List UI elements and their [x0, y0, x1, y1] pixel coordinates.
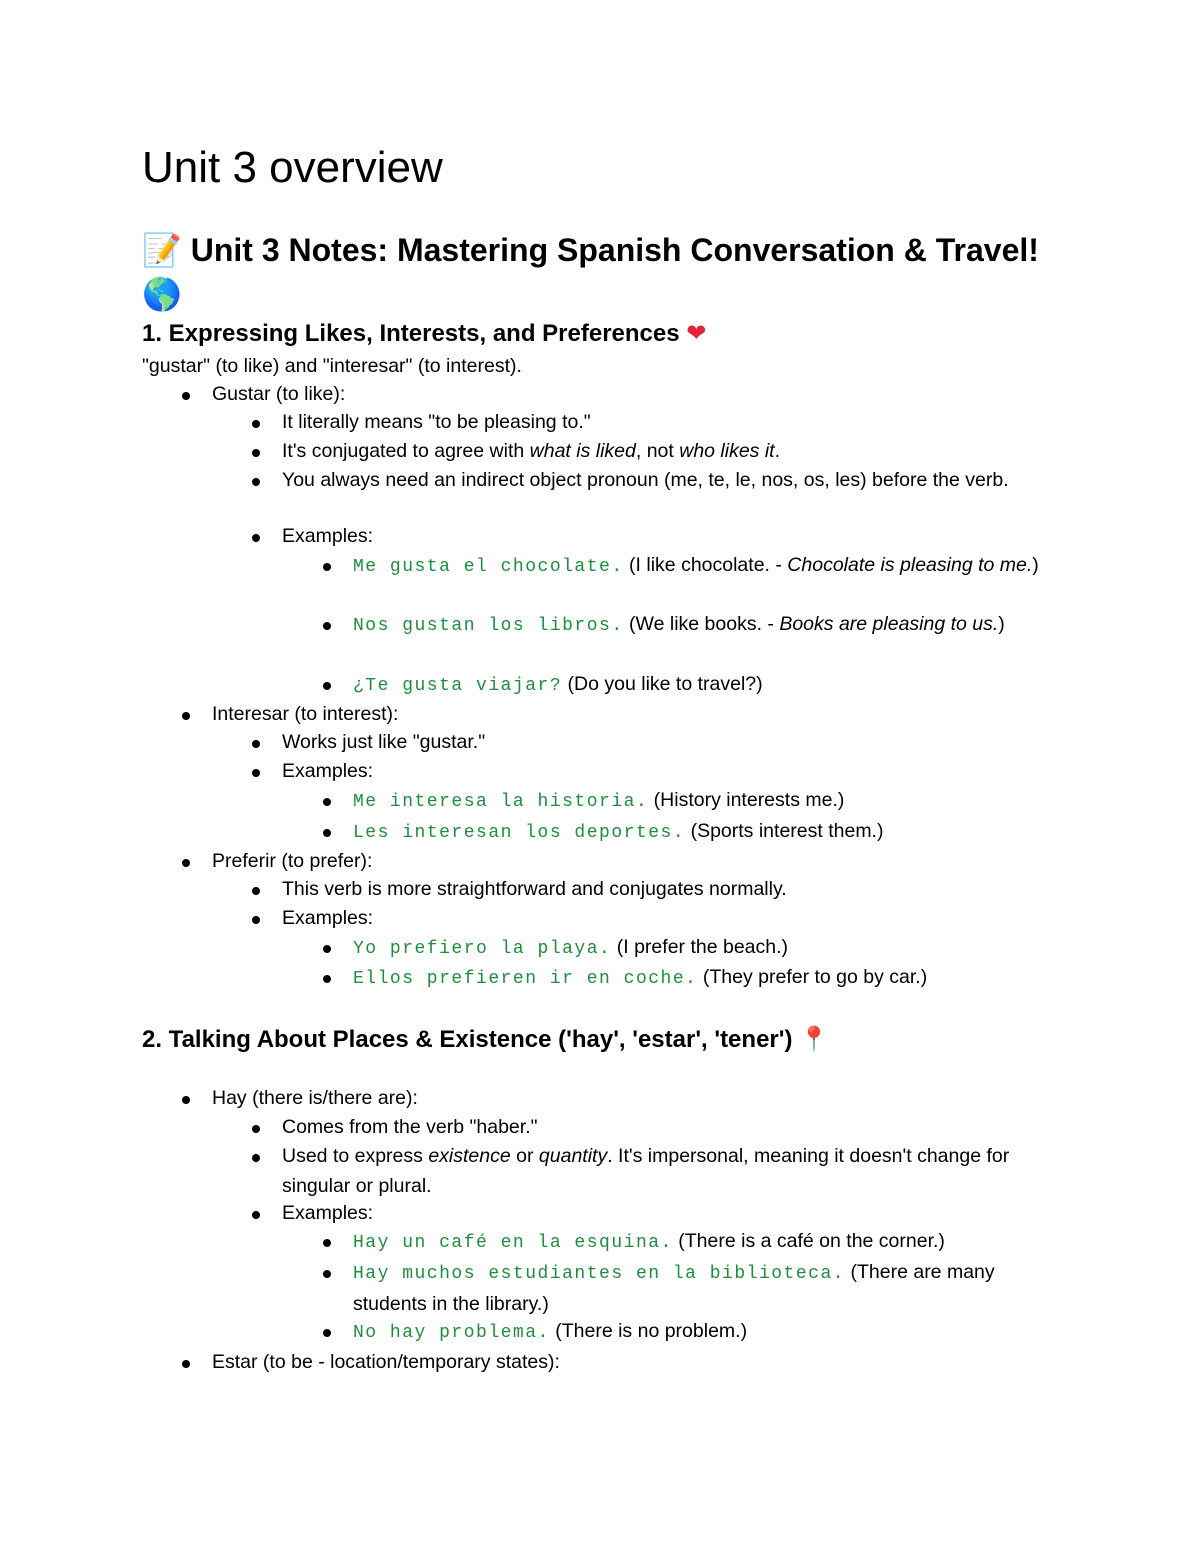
text-run: (Sports interest them.)	[685, 820, 884, 842]
spanish-example: Nos gustan los libros.	[353, 616, 624, 636]
text-run: It's conjugated to agree with	[282, 440, 530, 462]
list-item-hay: Hay (there is/there are):	[212, 1084, 1062, 1114]
list-item: You always need an indirect object pronoun (me, te, le, nos, os, les) before the verb.	[282, 466, 1062, 496]
section1-heading	[142, 317, 706, 350]
text-run: (History interests me.)	[648, 789, 845, 811]
list-item-examples: Examples:	[282, 1199, 1062, 1229]
list-item-examples: Examples:	[282, 904, 1062, 934]
spanish-example: Ellos prefieren ir en coche.	[353, 969, 698, 989]
emphasis: Books are pleasing to us.	[779, 613, 999, 635]
text-run: )	[998, 613, 1005, 635]
emphasis: quantity	[538, 1145, 608, 1167]
text-run: )	[1032, 554, 1039, 576]
text-run: , not	[635, 440, 680, 462]
memo-icon: 📝	[142, 231, 182, 269]
emphasis: what is liked	[529, 440, 636, 462]
text-run: or	[510, 1145, 539, 1167]
list-item: This verb is more straightforward and conjugates normally.	[282, 875, 1062, 905]
list-item-gustar: Gustar (to like):	[212, 380, 1062, 410]
example-item	[353, 786, 1063, 818]
example-item	[353, 817, 1063, 849]
section1-intro: "gustar" (to like) and "interesar" (to interest).	[142, 355, 522, 377]
example-item	[353, 963, 1063, 995]
list-item: Comes from the verb "haber."	[282, 1113, 1062, 1143]
text-run: (I like chocolate. -	[623, 554, 788, 576]
text-run: (They prefer to go by car.)	[697, 966, 928, 988]
document-title: Unit 3 overview	[142, 143, 443, 192]
emphasis: Chocolate is pleasing to me.	[787, 554, 1033, 576]
list-item	[282, 1142, 1062, 1201]
spanish-example: Hay muchos estudiantes en la biblioteca.	[353, 1264, 846, 1284]
section2-heading	[142, 1023, 829, 1056]
spanish-example: Hay un café en la esquina.	[353, 1233, 673, 1253]
spanish-example: Me gusta el chocolate.	[353, 557, 624, 577]
example-item	[353, 1317, 1063, 1349]
example-item	[353, 610, 1063, 642]
emphasis: existence	[428, 1145, 511, 1167]
list-item: Works just like "gustar."	[282, 728, 1062, 758]
text-run: . It's impersonal, meaning it doesn't change for singular or plural.	[282, 1145, 1010, 1197]
text-run: (We like books. -	[623, 613, 780, 635]
spanish-example: Me interesa la historia.	[353, 792, 649, 812]
example-item	[353, 1227, 1063, 1259]
emphasis: who likes it	[679, 440, 775, 462]
heart-icon: ❤	[686, 319, 707, 347]
section1-heading-text: 1. Expressing Likes, Interests, and Preferences	[142, 320, 680, 347]
example-item	[353, 551, 1063, 583]
list-item-examples: Examples:	[282, 757, 1062, 787]
text-run: (There are many students in the library.)	[353, 1261, 995, 1315]
spanish-example: ¿Te gusta viajar?	[353, 676, 563, 696]
notes-heading-text: Unit 3 Notes: Mastering Spanish Conversation & Travel!	[190, 232, 1039, 268]
text-run: (There is no problem.)	[549, 1320, 748, 1342]
text-run: (There is a café on the corner.)	[672, 1230, 945, 1252]
list-item-preferir: Preferir (to prefer):	[212, 847, 1062, 877]
spanish-example: Yo prefiero la playa.	[353, 939, 612, 959]
globe-icon: 🌎	[142, 275, 182, 313]
pin-icon: 📍	[799, 1025, 830, 1053]
example-item	[353, 670, 1063, 702]
list-item-examples: Examples:	[282, 522, 1062, 552]
list-item-interesar: Interesar (to interest):	[212, 700, 1062, 730]
text-run: (I prefer the beach.)	[611, 936, 789, 958]
text-run: Used to express	[282, 1145, 429, 1167]
spanish-example: Les interesan los deportes.	[353, 823, 686, 843]
list-item	[282, 437, 1062, 467]
section2-heading-text: 2. Talking About Places & Existence ('hay', 'estar', 'tener')	[142, 1026, 793, 1053]
example-item	[353, 1258, 1063, 1319]
example-item	[353, 933, 1063, 965]
text-run: (Do you like to travel?)	[562, 673, 763, 695]
text-run: .	[774, 440, 781, 462]
list-item: It literally means "to be pleasing to."	[282, 408, 1062, 438]
spanish-example: No hay problema.	[353, 1323, 550, 1343]
notes-heading	[142, 228, 1042, 316]
list-item-estar: Estar (to be - location/temporary states):	[212, 1348, 1062, 1378]
